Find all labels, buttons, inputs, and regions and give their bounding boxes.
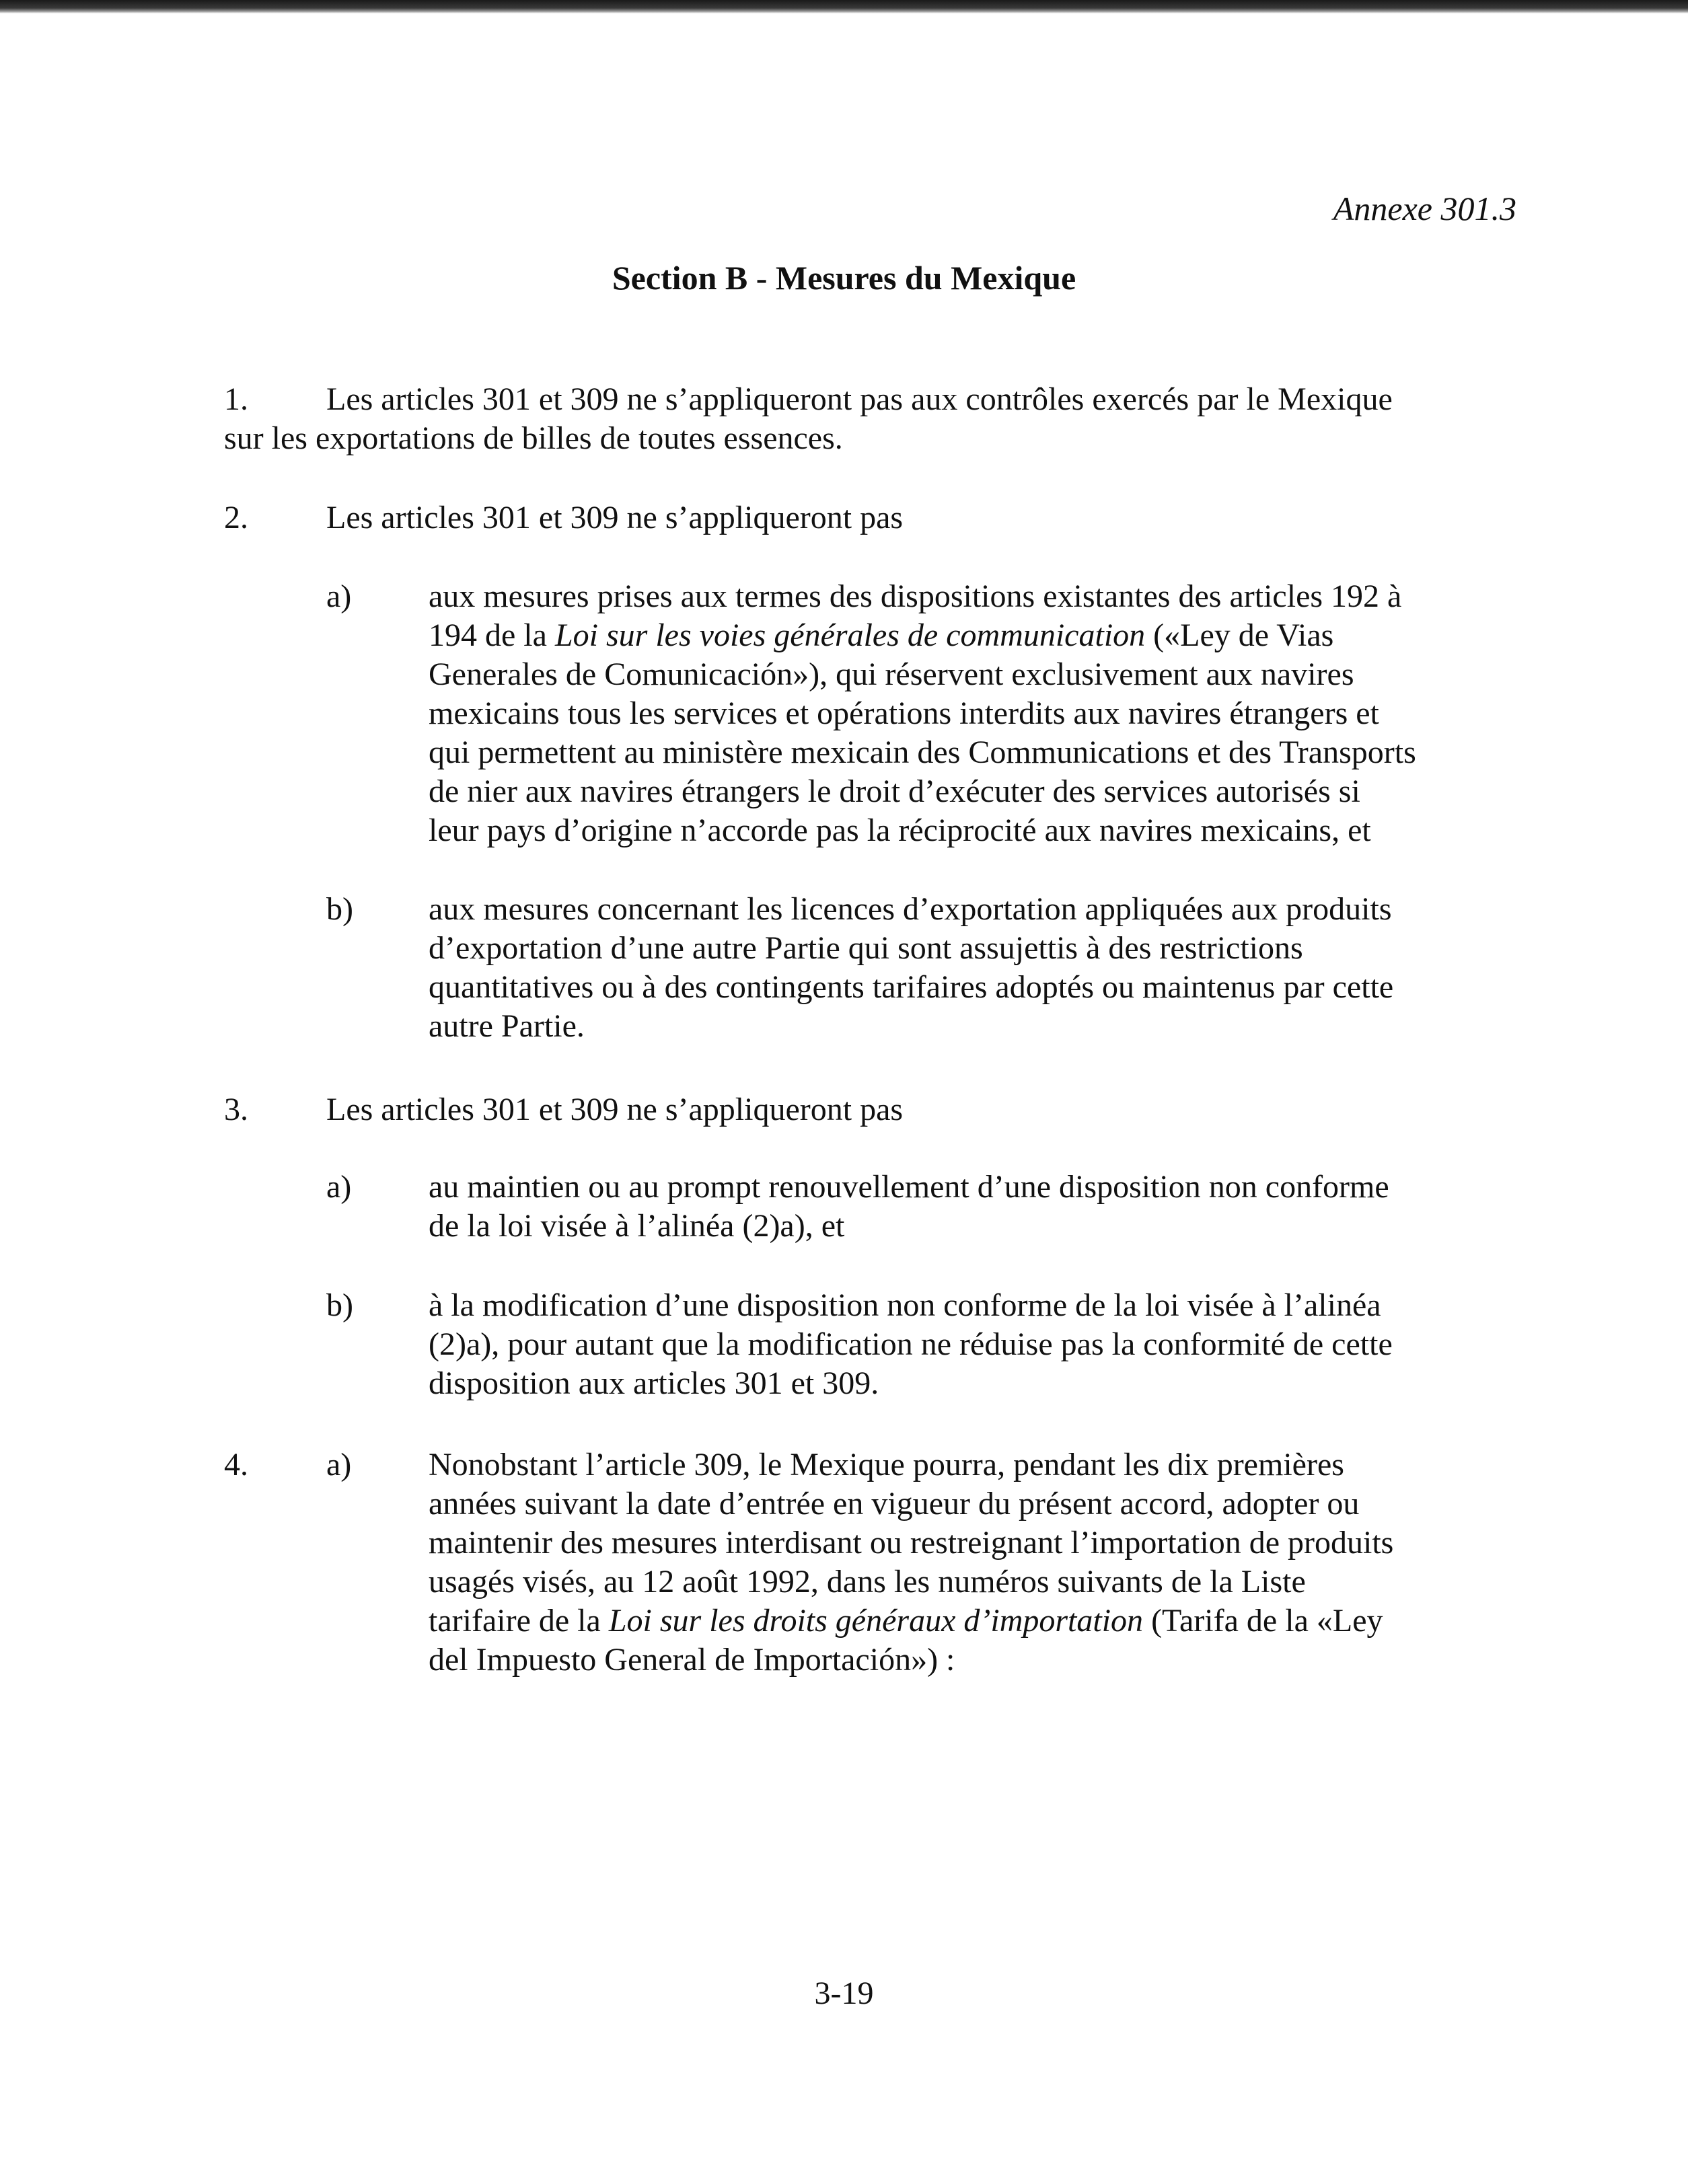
paragraph-4a-letter: a) xyxy=(326,1447,352,1482)
paragraph-4a-line-6: del Impuesto General de Importación») : xyxy=(429,1642,955,1678)
paragraph-3b-line-2: (2)a), pour autant que la modification ne réduise pas la conformité de cette xyxy=(429,1326,1393,1362)
paragraph-3b-line-1: à la modification d’une disposition non conforme de la loi visée à l’alinéa xyxy=(429,1287,1381,1323)
paragraph-2a-line-2-pre: 194 de la xyxy=(429,617,555,653)
paragraph-2b-line-1: aux mesures concernant les licences d’exportation appliquées aux produits xyxy=(429,891,1392,927)
paragraph-2a-line-6: de nier aux navires étrangers le droit d’exécuter des services autorisés si xyxy=(429,774,1360,809)
law-title-import-duties: Loi sur les droits généraux d’importation xyxy=(608,1603,1144,1639)
paragraph-3a-text xyxy=(429,1168,1389,1246)
annex-label: Annexe 301.3 xyxy=(1333,190,1516,227)
paragraph-3a-line-1: au maintien ou au prompt renouvellement d’une disposition non conforme xyxy=(429,1169,1389,1205)
paragraph-1-line-2: sur les exportations de billes de toutes essences. xyxy=(224,420,843,456)
paragraph-1-text xyxy=(224,380,1393,458)
scan-top-edge xyxy=(0,0,1688,13)
page-number: 3-19 xyxy=(814,1975,874,2011)
paragraph-2a-line-3: Generales de Comunicación»), qui réservent exclusivement aux navires xyxy=(429,656,1354,692)
paragraph-2b-text xyxy=(429,890,1393,1046)
paragraph-4a-line-5 xyxy=(429,1602,1393,1641)
paragraph-3a-line-2: de la loi visée à l’alinéa (2)a), et xyxy=(429,1208,845,1244)
paragraph-2a-line-2-post: («Ley de Vias xyxy=(1145,617,1334,653)
paragraph-4a-line-5-pre: tarifaire de la xyxy=(429,1603,609,1639)
section-title: Section B - Mesures du Mexique xyxy=(612,259,1076,297)
paragraph-1-number: 1. xyxy=(224,381,248,417)
paragraph-2a-line-7: leur pays d’origine n’accorde pas la réciprocité aux navires mexicains, et xyxy=(429,813,1371,848)
paragraph-4a-line-5-post: (Tarifa de la «Ley xyxy=(1143,1603,1383,1639)
paragraph-2a-line-2 xyxy=(429,616,1416,655)
paragraph-4a-text xyxy=(429,1445,1393,1680)
paragraph-4a-line-4: usagés visés, au 12 août 1992, dans les numéros suivants de la Liste xyxy=(429,1564,1306,1599)
paragraph-2a-letter: a) xyxy=(326,578,352,614)
paragraph-3a-letter: a) xyxy=(326,1169,352,1205)
paragraph-3-number: 3. xyxy=(224,1092,248,1127)
paragraph-2a-text xyxy=(429,577,1416,850)
paragraph-2-intro: Les articles 301 et 309 ne s’appliqueront pas xyxy=(326,500,904,535)
paragraph-2a-line-1: aux mesures prises aux termes des dispositions existantes des articles 192 à xyxy=(429,578,1402,614)
paragraph-3b-line-3: disposition aux articles 301 et 309. xyxy=(429,1365,879,1401)
paragraph-2b-line-3: quantitatives ou à des contingents tarifaires adoptés ou maintenus par cette xyxy=(429,969,1394,1005)
law-title-communication: Loi sur les voies générales de communication xyxy=(554,617,1146,653)
paragraph-4a-line-3: maintenir des mesures interdisant ou restreignant l’importation de produits xyxy=(429,1525,1394,1560)
paragraph-3-intro: Les articles 301 et 309 ne s’appliqueront pas xyxy=(326,1092,904,1127)
paragraph-2b-line-4: autre Partie. xyxy=(429,1008,585,1044)
paragraph-2b-letter: b) xyxy=(326,891,353,927)
paragraph-2b-line-2: d’exportation d’une autre Partie qui sont assujettis à des restrictions xyxy=(429,930,1303,966)
paragraph-3b-text xyxy=(429,1286,1393,1403)
paragraph-4a-line-2: années suivant la date d’entrée en vigueur du présent accord, adopter ou xyxy=(429,1486,1360,1521)
paragraph-2-number: 2. xyxy=(224,500,248,535)
paragraph-3b-letter: b) xyxy=(326,1287,353,1323)
paragraph-4a-line-1: Nonobstant l’article 309, le Mexique pourra, pendant les dix premières xyxy=(429,1447,1344,1482)
paragraph-4-number: 4. xyxy=(224,1447,248,1482)
paragraph-2a-line-4: mexicains tous les services et opérations interdits aux navires étrangers et xyxy=(429,695,1379,731)
paragraph-1-line-1: Les articles 301 et 309 ne s’appliqueront pas aux contrôles exercés par le Mexique xyxy=(326,381,1393,417)
paragraph-2a-line-5: qui permettent au ministère mexicain des Communications et des Transports xyxy=(429,735,1416,770)
